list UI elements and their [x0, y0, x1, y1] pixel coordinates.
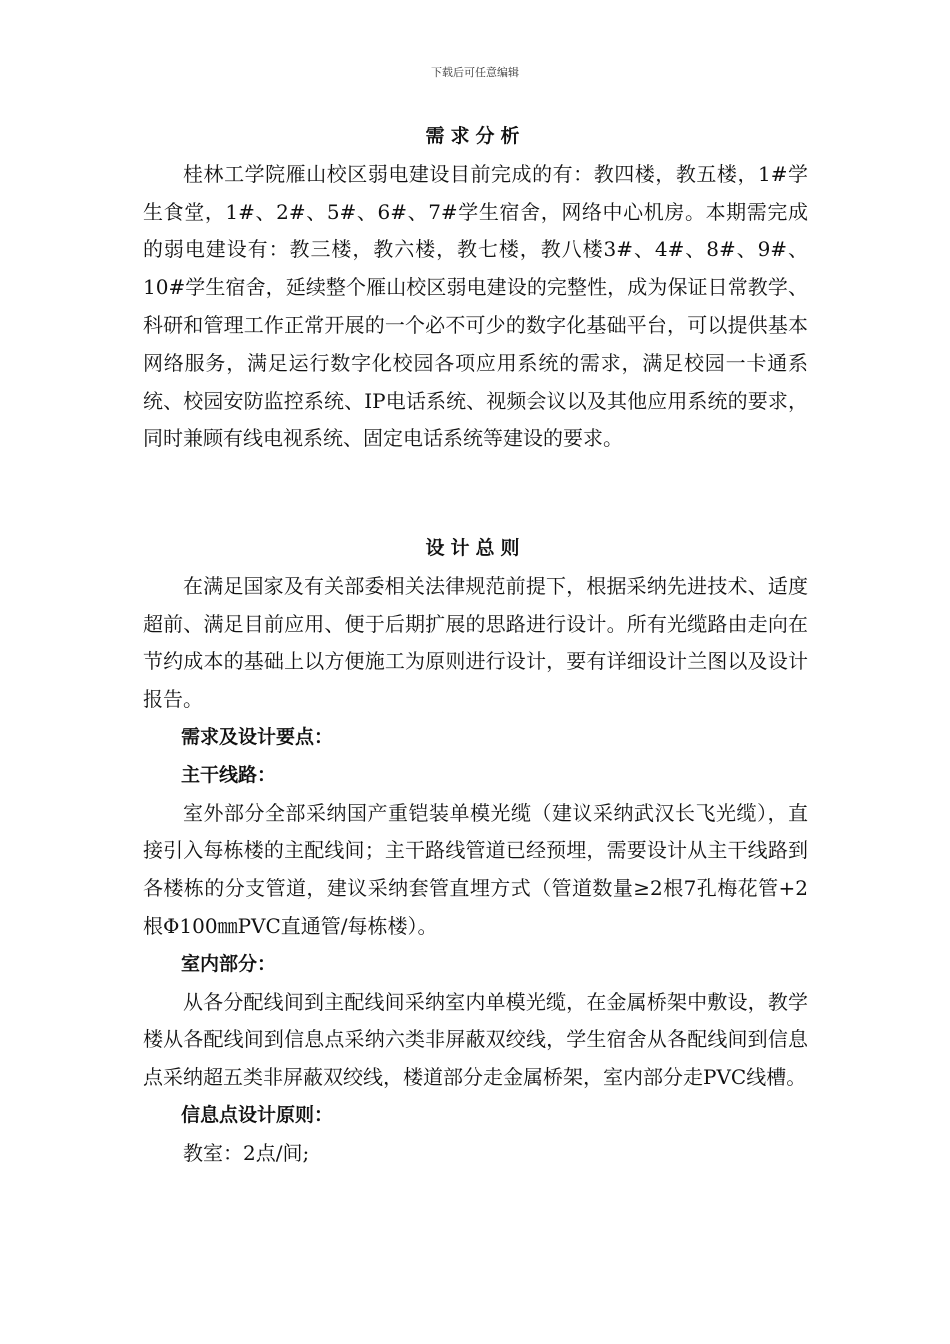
design-intro-paragraph: 在满足国家及有关部委相关法律规范前提下，根据采纳先进技术、适度超前、满足目前应用、便于后期扩展的思路进行设计。所有光缆路由走向在节约成本的基础上以方便施工为原则进行设计，要有详细设计兰图以及设计报告。	[143, 573, 808, 712]
indoor-heading: 室内部分：	[181, 952, 277, 975]
section-title-requirements: 需求分析	[425, 125, 526, 147]
info-point-heading: 信息点设计原则：	[181, 1103, 334, 1126]
trunk-line-paragraph: 室外部分全部采纳国产重铠装单模光缆（建议采纳武汉长飞光缆），直接引入每栋楼的主配线间；主干路线管道已经预埋，需要设计从主干线路到各楼栋的分支管道，建议采纳套管直埋方式（管道数量≥2根7孔梅花管+2根Φ100㎜PVC直通管/每栋楼）。	[143, 800, 808, 938]
page-header-note: 下载后可任意编辑	[431, 66, 519, 79]
indoor-paragraph: 从各分配线间到主配线间采纳室内单模光缆，在金属桥架中敷设，教学楼从各配线间到信息点采纳六类非屏蔽双绞线，学生宿舍从各配线间到信息点采纳超五类非屏蔽双绞线，楼道部分走金属桥架，室内部分走PVC线槽。	[143, 989, 808, 1090]
classroom-rule: 教室：2点/间;	[183, 1140, 310, 1165]
key-points-heading: 需求及设计要点：	[181, 725, 334, 748]
section-design-principles	[143, 530, 808, 1173]
requirements-paragraph: 桂林工学院雁山校区弱电建设目前完成的有：教四楼，教五楼，1#学生食堂，1#、2#、5#、6#、7#学生宿舍，网络中心机房。本期需完成的弱电建设有：教三楼，教六楼，教七楼，教八楼3#、4#、8#、9#、10#学生宿舍，延续整个雁山校区弱电建设的完整性，成为保证日常教学、科研和管理工作正常开展的一个必不可少的数字化基础平台，可以提供基本网络服务，满足运行数字化校园各项应用系统的需求，满足校园一卡通系统、校园安防监控系统、IP电话系统、视频会议以及其他应用系统的要求，同时兼顾有线电视系统、固定电话系统等建设的要求。	[143, 161, 808, 451]
section-title-design: 设计总则	[425, 537, 526, 559]
section-requirements	[143, 118, 808, 458]
trunk-line-heading: 主干线路：	[181, 763, 277, 786]
